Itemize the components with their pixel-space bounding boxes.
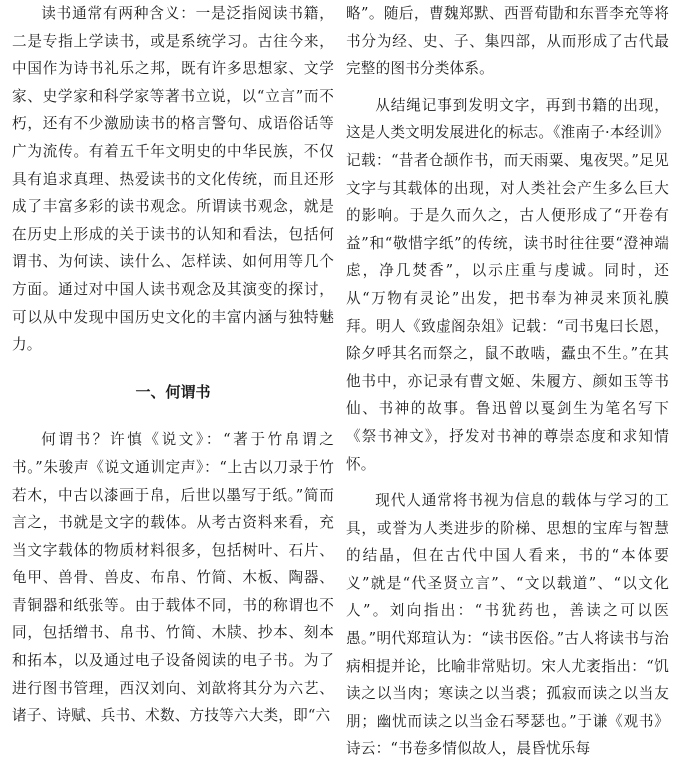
spacer bbox=[12, 406, 334, 426]
continuation-paragraph: 略”。随后，曹魏郑默、西晋荀勖和东晋李充等将书分为经、史、子、集四部，从而形成了古代最完整的图书分类体系。 bbox=[346, 5, 669, 78]
spacer bbox=[346, 83, 669, 92]
left-column bbox=[12, 0, 334, 725]
section-heading: 一、何谓书 bbox=[135, 382, 211, 401]
section-paragraph: 何谓书？许慎《说文》：“著于竹帛谓之书。”朱骏声《说文通训定声》：“上古以刀录于竹若木，中古以漆画于帛，后世以墨写于纸。”简而言之，书就是文字的载体。从考古资料来看，充当文字载体的物质材料很多，包括树叶、石片、龟甲、兽骨、兽皮、布帛、竹简、木板、陶器、青铜器和纸张等。由于载体不同，书的称谓也不同，包括缯书、帛书、竹简、木牍、抄本、刻本和拓本，以及通过电子设备阅读的电子书。为了进行图书管理，西汉刘向、刘歆将其分为六艺、诸子、诗赋、兵书、术数、方技等六大类，即“六 bbox=[12, 431, 334, 725]
body-paragraph-3: 现代人通常将书视为信息的载体与学习的工具，或誉为人类进步的阶梯、思想的宝库与智慧的结晶，但在古代中国人看来，书的“本体要义”就是“代圣贤立言”、“文以载道”、“以文化人”。刘向指出：“书犹药也，善读之可以医愚。”明代郑瑄认为：“读书医俗。”古人将读书与治病相提并论，比喻非常贴切。宋人尤袤指出：“饥读之以当肉；寒读之以当裘；孤寂而读之以当友朋；幽忧而读之以当金石琴瑟也。”于谦《观书》诗云：“书卷多情似故人，晨昏忧乐每 bbox=[346, 492, 669, 758]
right-column bbox=[346, 0, 670, 758]
spacer bbox=[346, 478, 669, 487]
spacer bbox=[12, 359, 334, 379]
intro-paragraph: 读书通常有两种含义：一是泛指阅读书籍，二是专指上学读书，或是系统学习。古往今来，中国作为诗书礼乐之邦，既有许多思想家、文学家、史学家和科学家等著书立说，以“立言”而不朽，还有不少激励读书的格言警句、成语俗话等广为流传。有着五千年文明史的中华民族，不仅具有追求真理、热爱读书的文化传统，而且还形成了丰富多彩的读书观念。所谓读书观念，就是在历史上形成的关于读书的认知和看法，包括何谓书、为何读、读什么、怎样读、如何用等几个方面。通过对中国人读书观念及其演变的探讨，可以从中发现中国历史文化的丰富内涵与独特魅力。 bbox=[12, 5, 334, 354]
body-paragraph-2: 从结绳记事到发明文字，再到书籍的出现，这是人类文明发展进化的标志。《淮南子·本经训》记载：“昔者仓颉作书，而天雨粟、鬼夜哭。”足见文字与其载体的出现，对人类社会产生多么巨大的影响。于是久而久之，古人便形成了“开卷有益”和“敬惜字纸”的传统，读书时往往要“澄神端虑，净几焚香”，以示庄重与虔诚。同时，还从“万物有灵论”出发，把书奉为神灵来顶礼膜拜。明人《致虚阁杂俎》记载：“司书鬼曰长恩，除夕呼其名而祭之，鼠不敢啮，蠹虫不生。”在其他书中，亦记录有曹文姬、朱履方、颜如玉等书仙、书神的故事。鲁迅曾以戛剑生为笔名写下《祭书神文》，抒发对书神的尊崇态度和求知情怀。 bbox=[346, 96, 670, 473]
